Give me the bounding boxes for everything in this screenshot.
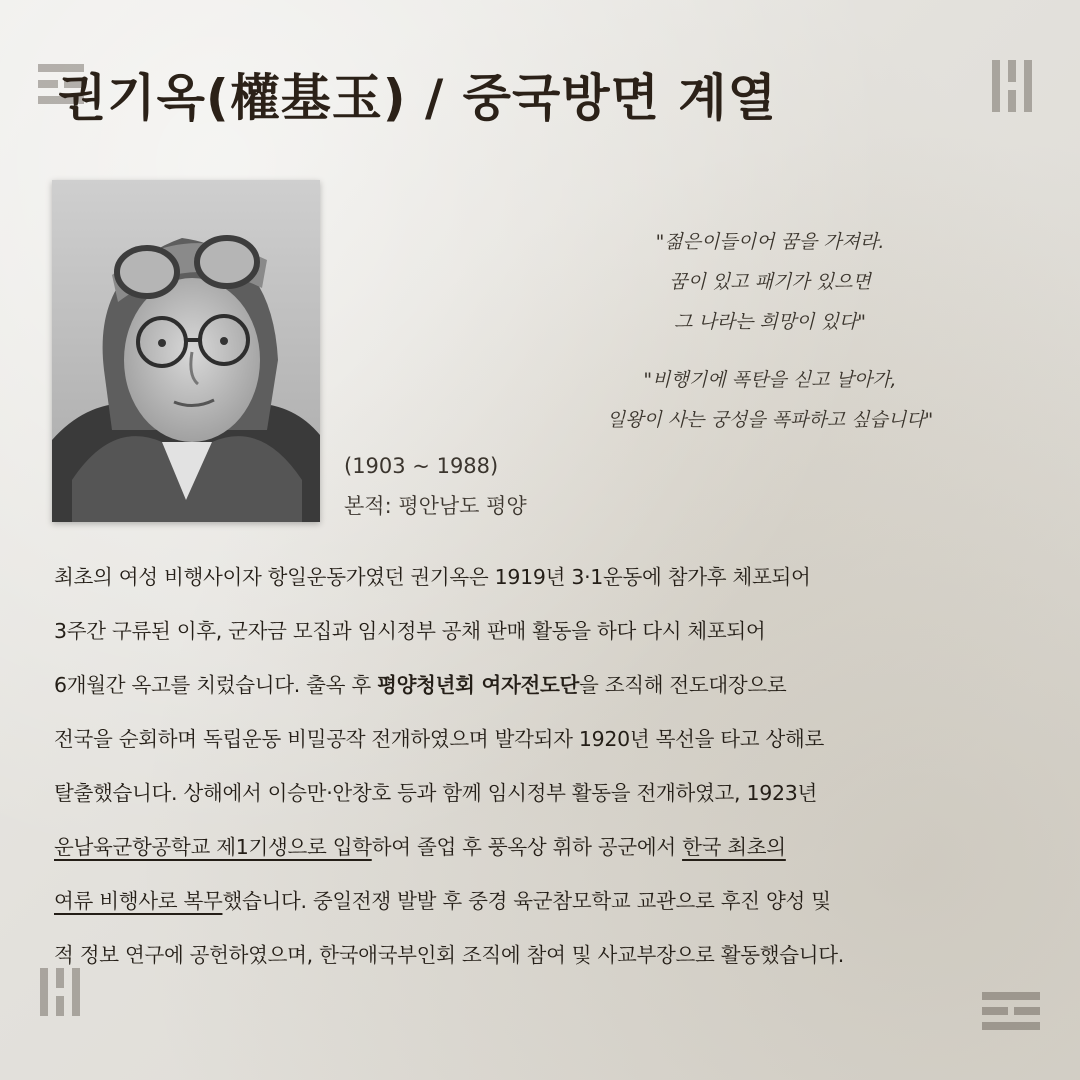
paragraph-line: 최초의 여성 비행사이자 항일운동가였던 권기옥은 1919년 3·1운동에 참가후 체포되어	[54, 565, 811, 589]
text-run: 6개월간 옥고를 치렀습니다. 출옥 후	[54, 673, 378, 697]
text-run: 하여 졸업 후 풍옥상 휘하 공군에서	[371, 835, 683, 859]
paragraph-line: 적 정보 연구에 공헌하였으며, 한국애국부인회 조직에 참여 및 사교부장으로 활동했습니다.	[54, 943, 844, 967]
portrait-photo	[52, 180, 320, 522]
paragraph-line: 전국을 순회하며 독립운동 비밀공작 전개하였으며 발각되자 1920년 목선을 타고 상해로	[54, 727, 825, 751]
quote-line: 일왕이 사는 궁성을 폭파하고 싶습니다"	[606, 409, 934, 431]
quote-line: "비행기에 폭탄을 싣고 날아가,	[643, 369, 897, 391]
underlined-highlight: 운남육군항공학교 제1기생으로 입학	[54, 835, 372, 859]
bold-highlight: 평양청년회 여자전도단	[377, 673, 579, 697]
text-run: 했습니다. 중일전쟁 발발 후 중경 육군참모학교 교관으로 후진 양성 및	[222, 889, 831, 913]
quote-line: "젊은이들이어 꿈을 가져라.	[655, 231, 885, 253]
paragraph-line	[54, 820, 1064, 874]
bio-meta	[344, 446, 527, 526]
paragraph-line	[54, 658, 1064, 712]
paragraph-line	[54, 874, 1064, 928]
life-years: (1903 ~ 1988)	[344, 454, 499, 478]
page-title: 권기옥(權基玉) / 중국방면 계열	[58, 69, 777, 127]
paragraph-line: 탈출했습니다. 상해에서 이승만·안창호 등과 함께 임시정부 활동을 전개하였고, 1923년	[54, 781, 817, 805]
underlined-highlight: 여류 비행사로 복무	[54, 889, 223, 913]
trigram-icon	[982, 990, 1040, 1032]
trigram-icon	[992, 60, 1032, 112]
biography-paragraph	[54, 550, 1064, 982]
text-run: 을 조직해 전도대장으로	[578, 673, 787, 697]
underlined-highlight: 한국 최초의	[682, 835, 786, 859]
quotes-block	[520, 222, 1020, 440]
quote-line: 그 나라는 희망이 있다"	[673, 311, 867, 333]
quote-line: 꿈이 있고 패기가 있으면	[669, 271, 871, 293]
origin-place: 본적: 평안남도 평양	[344, 494, 527, 518]
paragraph-line: 3주간 구류된 이후, 군자금 모집과 임시정부 공채 판매 활동을 하다 다시 체포되어	[54, 619, 766, 643]
